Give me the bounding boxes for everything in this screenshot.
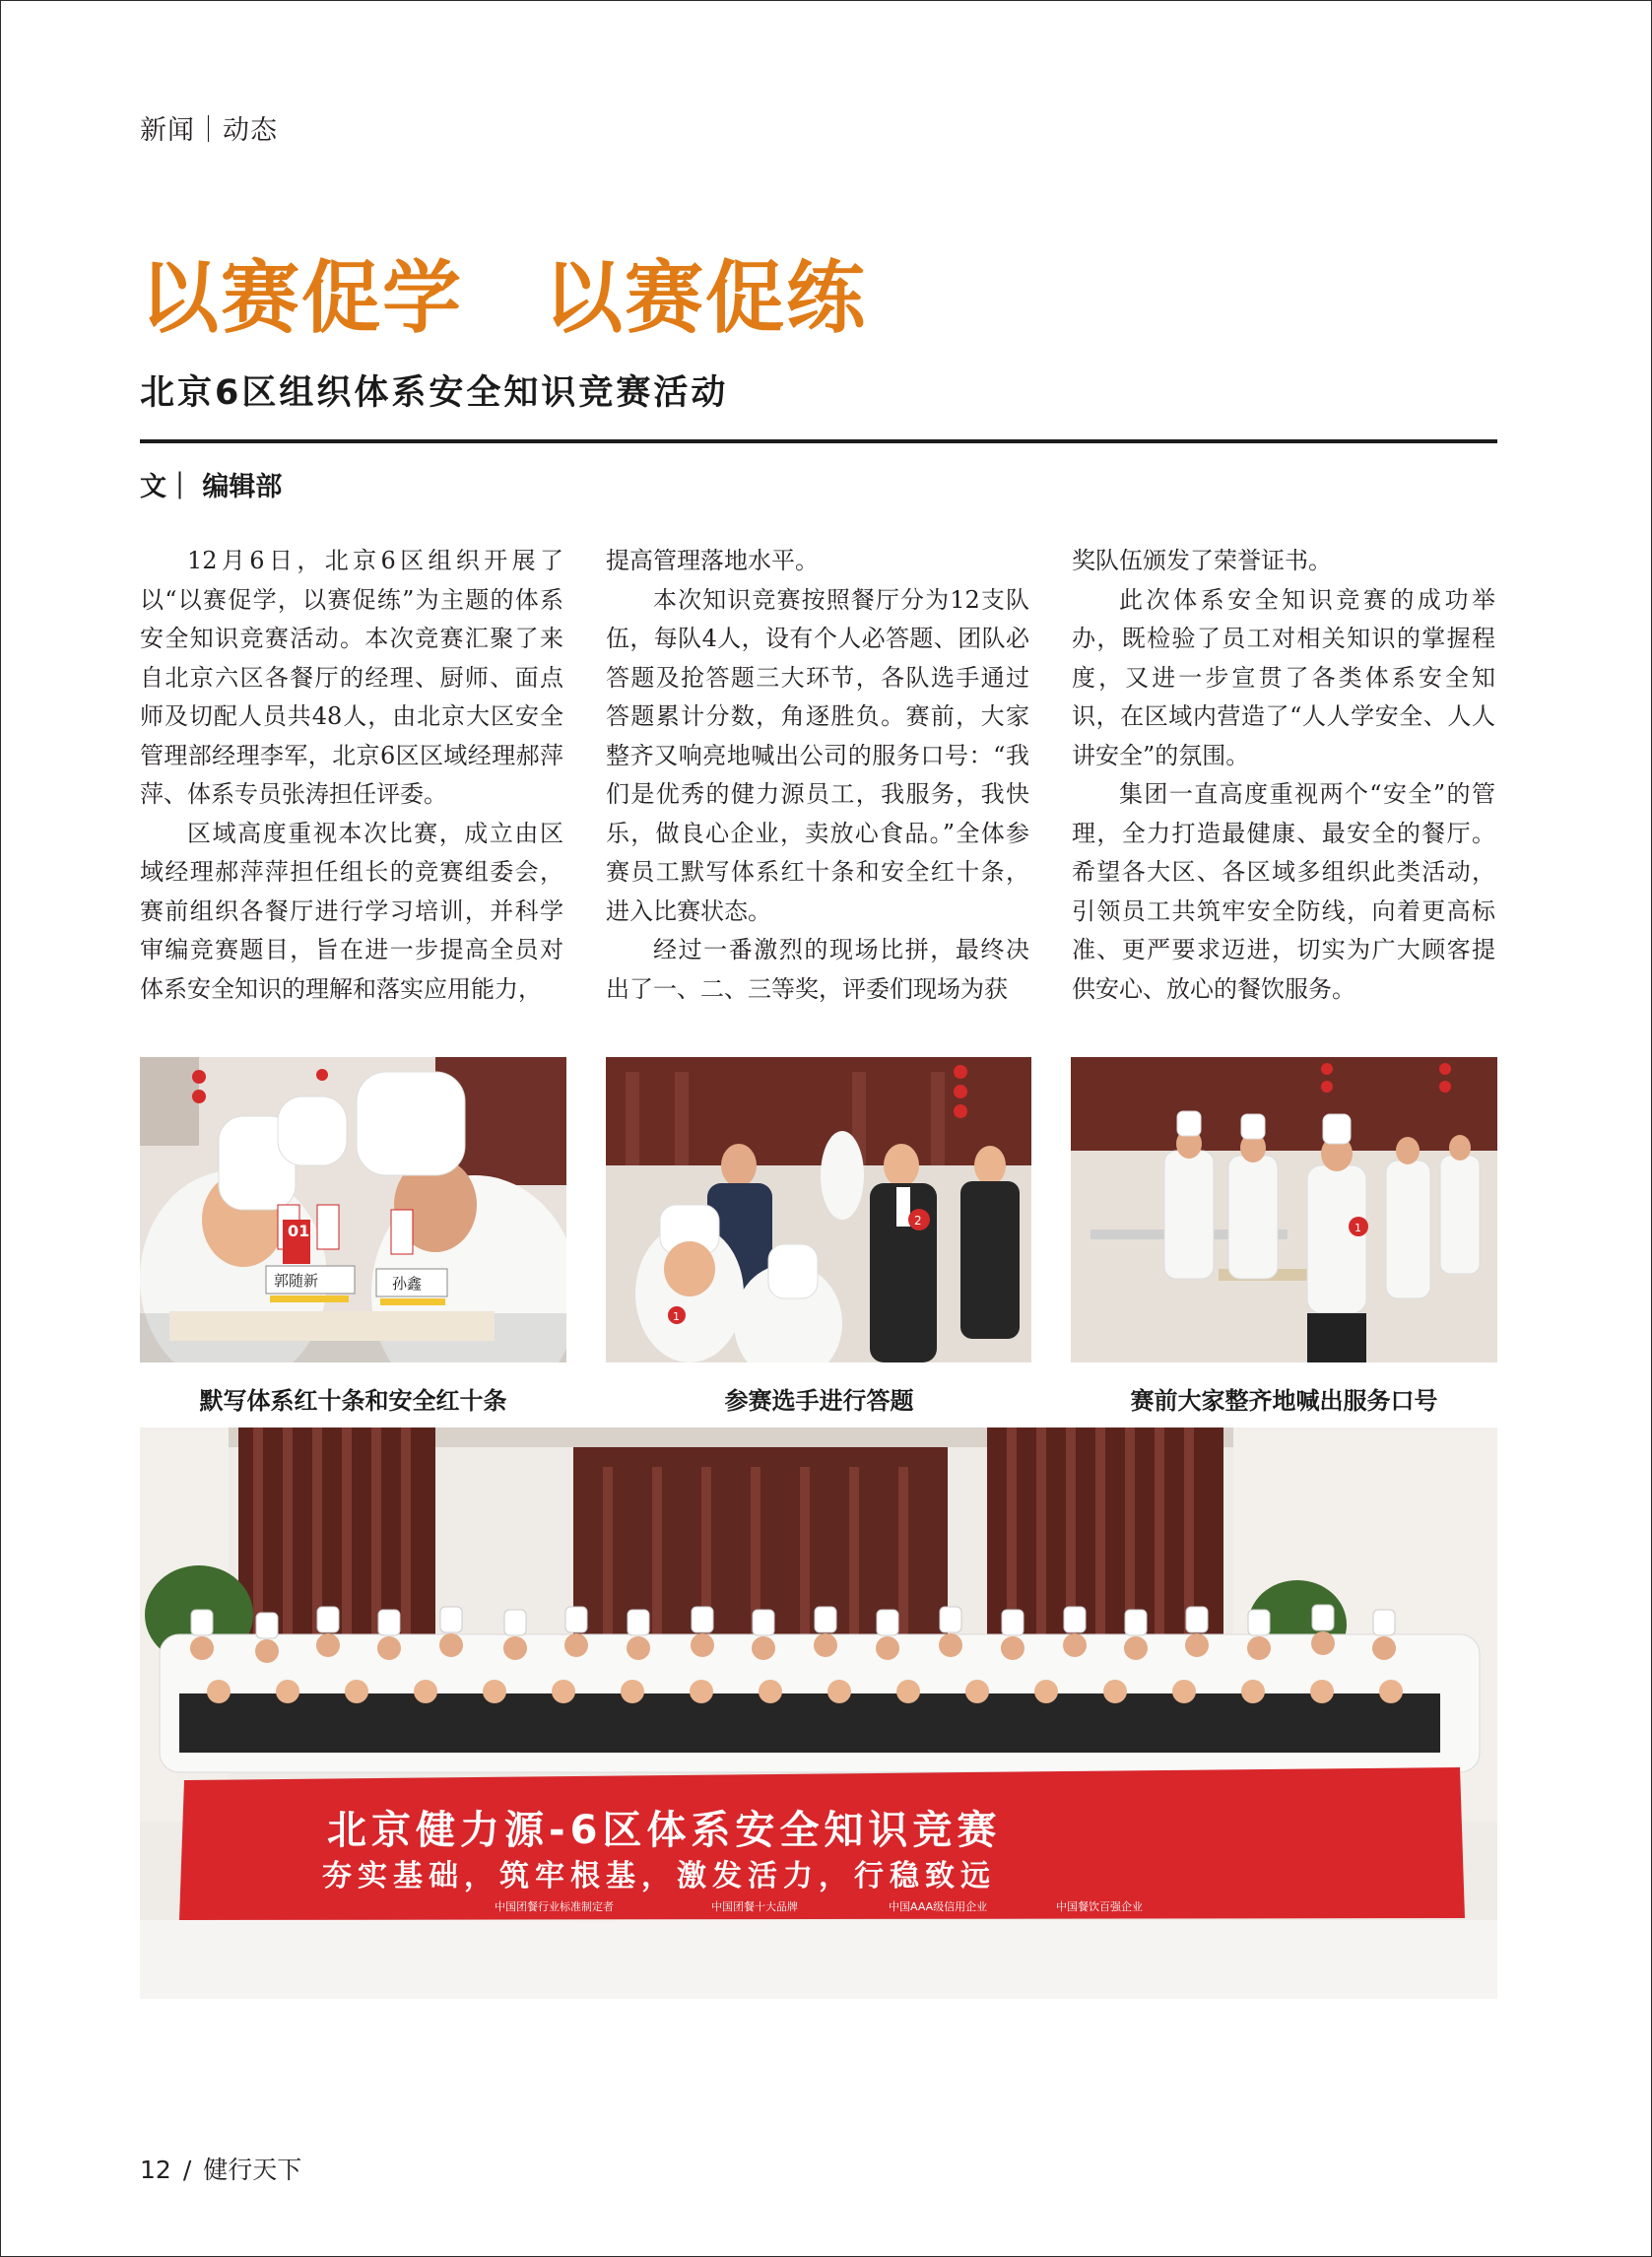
contestant-badge: 2 xyxy=(914,1214,922,1228)
paragraph: 本次知识竞赛按照餐厅分为12支队伍，每队4人，设有个人必答题、团队必答题及抢答题三大环节，各队选手通过答题累计分数，角逐胜负。赛前，大家整齐又响亮地喊出公司的服务口号：“我们是优秀的健力源员工，我服务，我快乐，做良心企业，卖放心食品。”全体参赛员工默写体系红十条和安全红十条，进入比赛状态。 xyxy=(606,585,1029,925)
group-photo xyxy=(140,1427,1497,1999)
paragraph: 经过一番激烈的现场比拼，最终决出了一、二、三等奖，评委们现场为获 xyxy=(606,936,1029,1003)
banner-slogan: 夯实基础，筑牢根基，激发活力，行稳致远 xyxy=(322,1859,996,1893)
team-number-badge: 01 xyxy=(288,1222,310,1240)
paragraph: 12月6日，北京6区组织开展了以“以赛促学，以赛促练”为主题的体系安全知识竞赛活动。本次竞赛汇聚了来自北京六区各餐厅的经理、厨师、面点师及切配人员共48人，由北京大区安全管理部经理李军，北京6区区域经理郝萍萍、体系专员张涛担任评委。 xyxy=(140,547,563,808)
article-subtitle: 北京6区组织体系安全知识竞赛活动 xyxy=(140,373,729,413)
body-column-1 xyxy=(140,542,563,1009)
section-label: 新闻｜动态 xyxy=(140,115,278,146)
body-column-3 xyxy=(1072,542,1495,1009)
banner-tag: 中国团餐行业标准制定者 xyxy=(495,1900,614,1913)
banner-tag: 中国餐饮百强企业 xyxy=(1056,1900,1143,1913)
article-title: 以赛促学 以赛促练 xyxy=(140,251,867,344)
paragraph-continued: 奖队伍颁发了荣誉证书。 xyxy=(1072,547,1332,574)
body-column-2 xyxy=(606,542,1029,1009)
contestant-badge: 1 xyxy=(673,1310,680,1323)
banner-tag: 中国AAA级信用企业 xyxy=(889,1900,988,1913)
page-footer xyxy=(140,2151,301,2186)
contestant-badge: 1 xyxy=(1355,1222,1361,1234)
paragraph: 集团一直高度重视两个“安全”的管理，全力打造最健康、最安全的餐厅。希望各大区、各区域多组织此类活动，引领员工共筑牢安全防线，向着更高标准、更严要求迈进，切实为广大顾客提供安心、放心的餐饮服务。 xyxy=(1072,780,1495,1003)
paragraph: 区域高度重视本次比赛，成立由区域经理郝萍萍担任组长的竞赛组委会，赛前组织各餐厅进行学习培训，并科学审编竞赛题目，旨在进一步提高全员对体系安全知识的理解和落实应用能力， xyxy=(140,819,563,1003)
photo-chanting-slogan xyxy=(1071,1057,1497,1362)
footer-separator: / xyxy=(182,2156,192,2184)
photo-caption: 参赛选手进行答题 xyxy=(724,1387,914,1415)
name-card: 郭随新 xyxy=(274,1272,319,1290)
paragraph: 此次体系安全知识竞赛的成功举办，既检验了员工对相关知识的掌握程度，又进一步宣贯了各类体系安全知识，在区域内营造了“人人学安全、人人讲安全”的氛围。 xyxy=(1072,585,1495,769)
name-card: 孙鑫 xyxy=(392,1275,423,1293)
banner-tag: 中国团餐十大品牌 xyxy=(711,1900,798,1913)
banner-title: 北京健力源-6区体系安全知识竞赛 xyxy=(327,1808,1002,1853)
title-rule xyxy=(140,439,1497,443)
magazine-name: 健行天下 xyxy=(203,2156,302,2184)
photo-writing-rules xyxy=(140,1057,566,1362)
photo-caption: 默写体系红十条和安全红十条 xyxy=(199,1387,507,1415)
photo-answering-questions xyxy=(606,1057,1031,1362)
page-number: 12 xyxy=(140,2156,171,2184)
byline: 文｜ 编辑部 xyxy=(140,472,283,502)
paragraph-continued: 提高管理落地水平。 xyxy=(606,547,819,574)
photo-caption: 赛前大家整齐地喊出服务口号 xyxy=(1130,1387,1438,1415)
